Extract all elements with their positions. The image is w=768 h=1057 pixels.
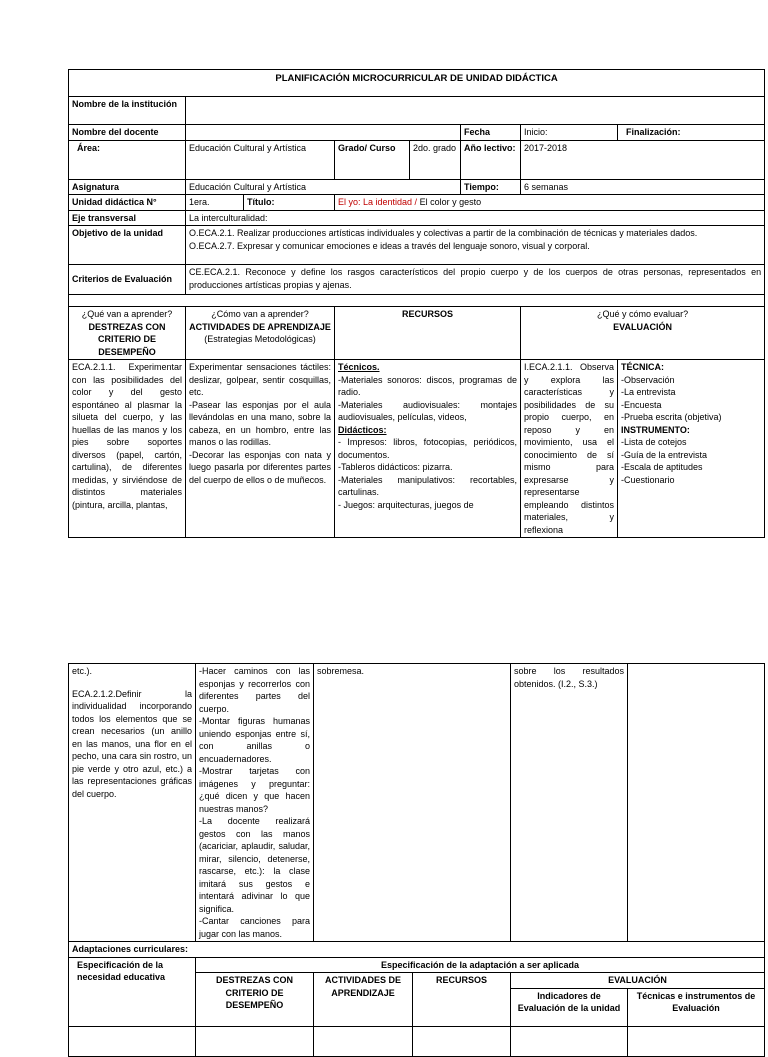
criteria-label: Criterios de Evaluación	[69, 265, 186, 295]
adapt-empty-cell	[413, 1026, 511, 1056]
recursos-didacticos-list: - Impresos: libros, fotocopias, periódicos, documentos. -Tableros didácticos: pizarra. -Materiales manipulativos: recortables, cartulinas. - Juegos: arquitecturas, juegos de	[338, 437, 517, 510]
area-value: Educación Cultural y Artística	[186, 140, 335, 179]
adapt-indicadores-header: Indicadores de Evaluación de la unidad	[511, 988, 628, 1026]
objective-value	[186, 226, 765, 265]
recursos-continued-cell: sobremesa.	[314, 664, 511, 942]
recursos-cell	[335, 360, 521, 538]
spacer-row	[69, 295, 765, 307]
destrezas-second: ECA.2.1.2.Definir la individualidad incorporando todos los elementos que se crean necesarios (un anillo en las manos, una flor en el pecho, una cara sin rostro, un pie verde y otro azul, etc.) a las representaciones gráficas del cuerpo.	[72, 688, 192, 799]
tecnica-cell	[618, 360, 765, 538]
adapt-empty-cell	[196, 1026, 314, 1056]
unit-value: 1era.	[186, 195, 244, 211]
teacher-value	[186, 125, 461, 141]
grade-label: Grado/ Curso	[335, 140, 410, 179]
header-evaluacion-question: ¿Qué y cómo evaluar?	[597, 309, 689, 319]
recursos-tecnicos-heading: Técnicos.	[338, 362, 380, 372]
destrezas-cell: ECA.2.1.1. Experimentar con las posibilidades del color y del gesto espontáneo al plasmar la silueta del cuerpo, y las huellas de las manos y los pies sobre soportes diversos (papel, cartón, cartulina), de diferentes medidas, y sirviéndose de distintos materiales (pintura, arcilla, plantas,	[69, 360, 186, 538]
institution-value	[186, 97, 765, 125]
objective-label: Objetivo de la unidad	[69, 226, 186, 265]
axis-value: La interculturalidad:	[186, 210, 765, 226]
header-actividades	[186, 307, 335, 360]
time-value: 6 semanas	[521, 179, 765, 195]
tecnica-heading: TÉCNICA:	[621, 362, 664, 372]
instrumento-list: -Lista de cotejos -Guía de la entrevista -Escala de aptitudes -Cuestionario	[621, 437, 708, 485]
recursos-didacticos-heading: Didácticos:	[338, 424, 387, 435]
indicador-cell: I.ECA.2.1.1. Observa y explora las características y posibilidades de su propio cuerpo, en reposo y en movimiento, usa el conocimiento de sí mismo para expresarse y representarse empleando distintos materiales, y reflexiona	[521, 360, 618, 538]
title-value	[335, 195, 765, 211]
institution-label: Nombre de la institución	[69, 97, 186, 125]
header-evaluacion	[521, 307, 765, 360]
criteria-value: CE.ECA.2.1. Reconoce y define los rasgos característicos del propio cuerpo y de los cuerpos de otras personas, representados en producciones artísticas propias y ajenas.	[186, 265, 765, 295]
objective-2: O.ECA.2.7. Expresar y comunicar emociones e ideas a través del lenguaje sonoro, visual y corporal.	[189, 240, 590, 251]
adapt-empty-cell	[511, 1026, 628, 1056]
adapt-evaluacion-header: EVALUACIÓN	[511, 973, 765, 989]
adapt-empty-cell	[69, 1026, 196, 1056]
header-destrezas	[69, 307, 186, 360]
instrumento-heading: INSTRUMENTO:	[621, 424, 690, 435]
year-label: Año lectivo:	[461, 140, 521, 179]
grade-value: 2do. grado	[410, 140, 461, 179]
header-recursos: RECURSOS	[335, 307, 521, 360]
empty-continued-cell	[628, 664, 765, 942]
adaptations-title: Adaptaciones curriculares:	[69, 942, 765, 958]
adapt-destrezas-header: DESTREZAS CON CRITERIO DE DESEMPEÑO	[196, 973, 314, 1027]
date-label: Fecha	[461, 125, 521, 141]
adaptation-spec-header: Especificación de la adaptación a ser aplicada	[196, 957, 765, 973]
objective-1: O.ECA.2.1. Realizar producciones artísticas individuales y colectivas a partir de la combinación de técnicas y materiales dados.	[189, 228, 698, 238]
evaluacion-continued-cell: sobre los resultados obtenidos. (I.2., S.3.)	[511, 664, 628, 942]
time-label: Tiempo:	[461, 179, 521, 195]
adapt-recursos-header: RECURSOS	[413, 973, 511, 1027]
tecnica-list: -Observación -La entrevista -Encuesta -Prueba escrita (objetiva)	[621, 374, 722, 422]
header-actividades-sub: (Estrategias Metodológicas)	[204, 334, 316, 344]
adapt-actividades-header: ACTIVIDADES DE APRENDIZAJE	[314, 973, 413, 1027]
page-title: PLANIFICACIÓN MICROCURRICULAR DE UNIDAD DIDÁCTICA	[69, 70, 765, 97]
header-actividades-question: ¿Cómo van a aprender?	[211, 309, 309, 319]
actividades-cell: Experimentar sensaciones táctiles: deslizar, golpear, sentir cosquillas, etc. -Pasear las esponjas por el aula llevándolas en una mano, sobre la cabeza, en un hombro, entre las manos o las rodillas. -Decorar las esponjas con nata y luego pasarla por diferentes partes del cuerpo de ellos o de muñecos.	[186, 360, 335, 538]
subject-label: Asignatura	[69, 179, 186, 195]
area-label: Área:	[69, 140, 186, 179]
start-label: Inicio:	[521, 125, 618, 141]
destrezas-continued: etc.).	[72, 666, 93, 676]
teacher-label: Nombre del docente	[69, 125, 186, 141]
need-spec-header: Especificación de la necesidad educativa	[69, 957, 196, 1026]
subject-value: Educación Cultural y Artística	[186, 179, 461, 195]
recursos-tecnicos-list: -Materiales sonoros: discos, programas de radio. -Materiales audiovisuales: montajes audiovisuales, películas, videos,	[338, 374, 517, 422]
destrezas-continued-cell	[69, 664, 196, 942]
end-label: Finalización:	[618, 125, 765, 141]
header-actividades-title: ACTIVIDADES DE APRENDIZAJE	[189, 321, 331, 332]
unit-label: Unidad didáctica N°	[69, 195, 186, 211]
year-value: 2017-2018	[521, 140, 765, 179]
adapt-tecnicas-header: Técnicas e instrumentos de Evaluación	[628, 988, 765, 1026]
title-label: Título:	[244, 195, 335, 211]
planning-table-continued	[68, 663, 765, 1057]
adapt-empty-cell	[314, 1026, 413, 1056]
title-black: El color y gesto	[417, 197, 482, 207]
planning-table	[68, 69, 765, 538]
adapt-empty-cell	[628, 1026, 765, 1056]
header-evaluacion-title: EVALUACIÓN	[613, 321, 672, 332]
header-destrezas-question: ¿Qué van a aprender?	[81, 309, 173, 319]
axis-label: Eje transversal	[69, 210, 186, 226]
title-red: El yo: La identidad /	[338, 197, 418, 207]
header-destrezas-title: DESTREZAS CON CRITERIO DE DESEMPEÑO	[88, 321, 166, 357]
actividades-continued-cell: -Hacer caminos con las esponjas y recorrerlos con diferentes partes del cuerpo. -Montar figuras humanas uniendo esponjas entre sí, con anillas o encuadernadores. -Mostrar tarjetas con imágenes y preguntar: ¿qué dicen y que hacen nuestras manos? -La docente realizará gestos con las manos (acariciar, aplaudir, saludar, mirar, silencio, detenerse, rascarse, etc.): la clase imitará sus gestos e intentará adivinar lo que significa. -Cantar canciones para jugar con las manos.	[196, 664, 314, 942]
